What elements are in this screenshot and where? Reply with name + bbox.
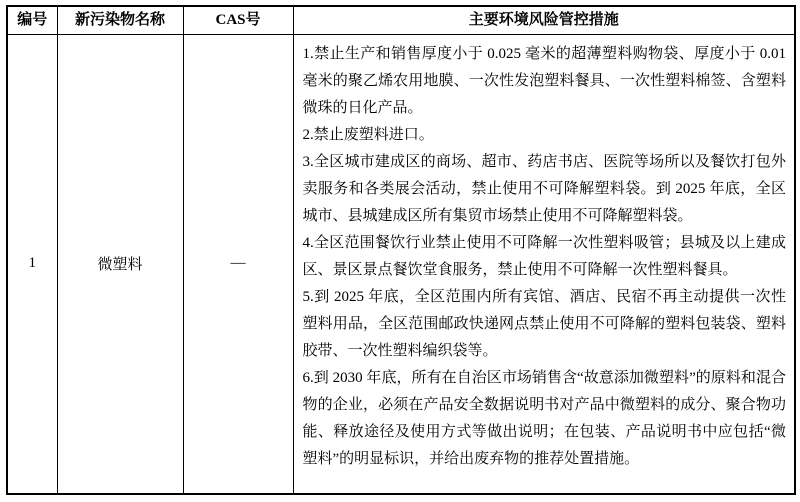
cell-pollutant-name: 微塑料 [57,34,183,494]
cell-cas-number: — [183,34,293,494]
table-row [7,34,795,494]
cell-row-number: 1 [7,34,57,494]
measure-item-5: 5.到 2025 年底，全区范围内所有宾馆、酒店、民宿不再主动提供一次性塑料用品，全区范围邮政快递网点禁止使用不可降解的塑料包装袋、塑料胶带、一次性塑料编织袋等。 [302,288,786,359]
measure-item-6: 6.到 2030 年底，所有在自治区市场销售含“故意添加微塑料”的原料和混合物的企业，必须在产品安全数据说明书对产品中微塑料的成分、聚合物功能、释放途径及使用方式等做出说明；在包装、产品说明书中应包括“微塑料”的明显标识，并给出废弃物的推荐处置措施。 [302,369,786,467]
header-id: 编号 [7,6,57,34]
header-row [7,6,795,34]
measure-item-1: 1.禁止生产和销售厚度小于 0.025 毫米的超薄塑料购物袋、厚度小于 0.01 毫米的聚乙烯农用地膜、一次性发泡塑料餐具、一次性塑料棉签、含塑料微珠的日化产品。 [302,45,786,116]
cell-control-measures [293,34,795,494]
measure-item-2: 2.禁止废塑料进口。 [302,126,434,143]
measure-item-3: 3.全区城市建成区的商场、超市、药店书店、医院等场所以及餐饮打包外卖服务和各类展会活动，禁止使用不可降解塑料袋。到 2025 年底，全区城市、县城建成区所有集贸市场禁止使用不可降解塑料袋。 [302,153,786,224]
measure-item-4: 4.全区范围餐饮行业禁止使用不可降解一次性塑料吸管；县城及以上建成区、景区景点餐饮堂食服务，禁止使用不可降解一次性塑料餐具。 [302,234,786,278]
pollutant-control-table [6,5,796,495]
header-cas-number: CAS号 [183,6,293,34]
header-control-measures: 主要环境风险管控措施 [293,6,795,34]
header-pollutant-name: 新污染物名称 [57,6,183,34]
